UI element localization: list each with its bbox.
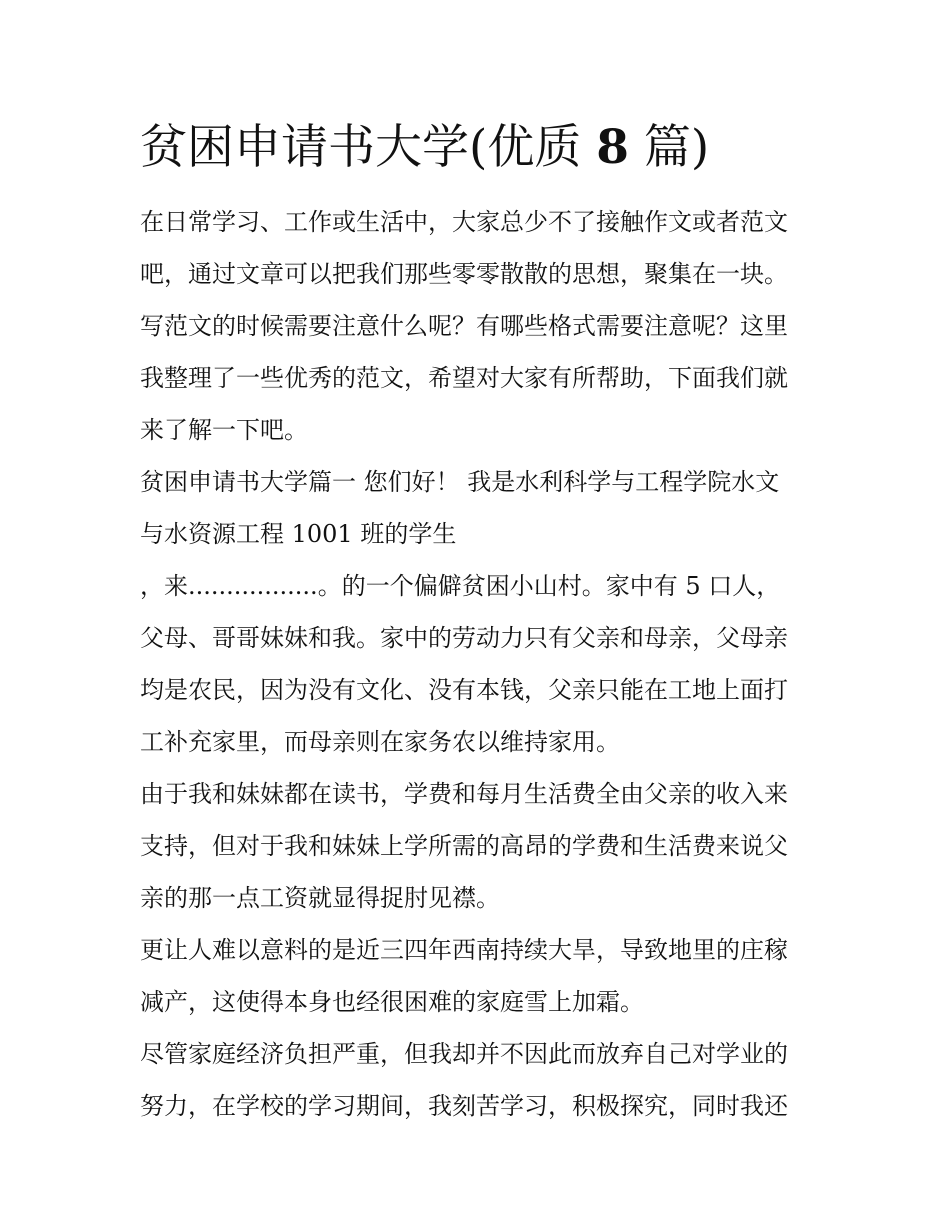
text-line: 与水资源工程 1001 班的学生 [140,520,457,548]
text-line: 支持，但对于我和妹妹上学所需的高昂的学费和生活费来说父 [140,832,788,860]
paragraph-section-one [140,456,814,768]
text-line: 在日常学习、工作或生活中，大家总少不了接触作文或者范文 [140,208,788,236]
text-line: 来了解一下吧。 [140,416,308,444]
paragraph-effort [140,1028,814,1132]
text-line: 吧，通过文章可以把我们那些零零散散的思想，聚集在一块。 [140,260,788,288]
title-prefix: 贫困申请书大学(优质 [140,120,597,175]
text-line: 更让人难以意料的是近三四年西南持续大旱，导致地里的庄稼 [140,936,788,964]
text-line: 亲的那一点工资就显得捉肘见襟。 [140,884,500,912]
text-line: 父母、哥哥妹妹和我。家中的劳动力只有父亲和母亲，父母亲 [140,624,788,652]
text-line: 减产，这使得本身也经很困难的家庭雪上加霜。 [140,988,644,1016]
text-line: 均是农民，因为没有文化、没有本钱，父亲只能在工地上面打 [140,676,788,704]
paragraph-intro [140,196,814,456]
paragraph-tuition [140,768,814,924]
text-line: 工补充家里，而母亲则在家务农以维持家用。 [140,728,620,756]
title-suffix: 篇) [628,120,710,175]
text-line: 贫困申请书大学篇一 您们好！ 我是水利科学与工程学院水文 [140,468,780,496]
text-line: 我整理了一些优秀的范文，希望对大家有所帮助，下面我们就 [140,364,788,392]
text-line: ，来.................。的一个偏僻贫困小山村。家中有 5 口人， [140,572,781,600]
text-line: 尽管家庭经济负担严重，但我却并不因此而放弃自己对学业的 [140,1040,788,1068]
document-body [140,196,814,1132]
text-line: 写范文的时候需要注意什么呢？有哪些格式需要注意呢？这里 [140,312,788,340]
paragraph-drought [140,924,814,1028]
text-line: 由于我和妹妹都在读书，学费和每月生活费全由父亲的收入来 [140,780,788,808]
text-line: 努力，在学校的学习期间，我刻苦学习，积极探究，同时我还 [140,1092,788,1120]
document-title [140,112,840,184]
title-number: 8 [596,120,629,175]
